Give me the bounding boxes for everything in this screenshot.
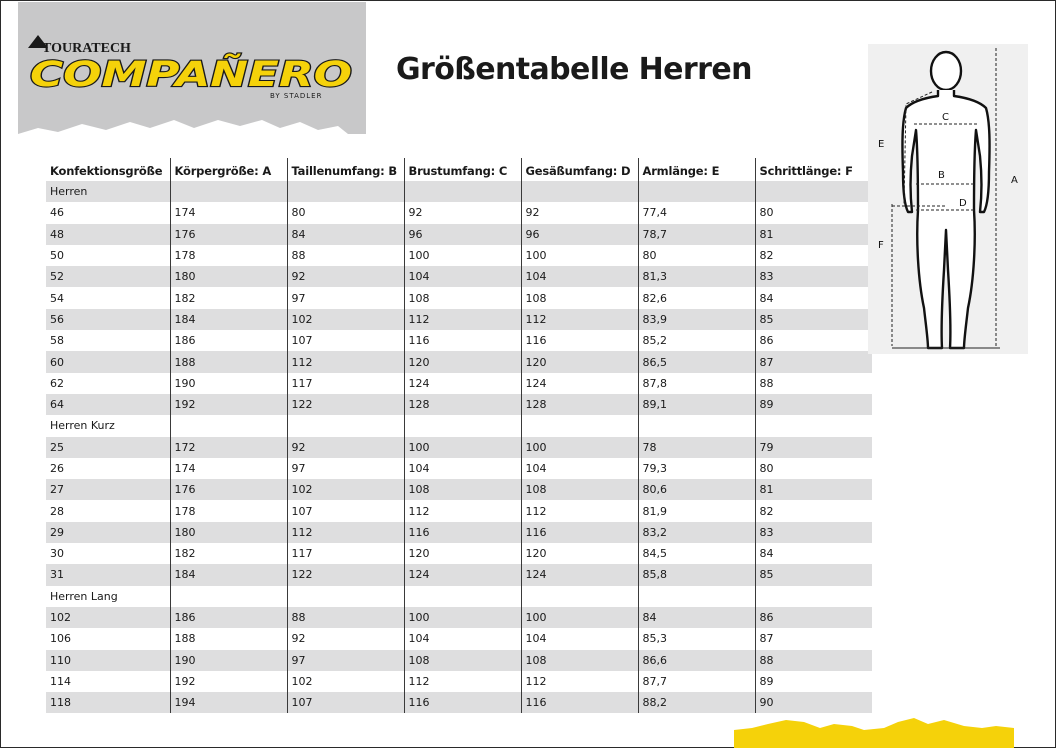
empty-cell [755,181,872,202]
table-cell: 88 [287,245,404,266]
brand-product: COMPAÑERO [30,55,280,95]
table-row [46,394,872,415]
table-cell: 178 [170,500,287,521]
table-cell: 176 [170,224,287,245]
group-label: Herren Lang [50,589,118,603]
table-cell: 50 [50,249,64,263]
brand-company: TOURATECH [42,41,131,56]
table-cell: 102 [287,479,404,500]
table-cell: 128 [521,394,638,415]
table-cell: 182 [170,543,287,564]
table-row [46,287,872,308]
table-cell: 97 [287,650,404,671]
table-cell: 56 [46,309,170,330]
empty-cell [170,181,287,202]
table-cell: 83,9 [638,309,755,330]
table-cell: 124 [521,373,638,394]
table-cell: 178 [170,245,287,266]
table-row [46,628,872,649]
table-cell: 100 [404,245,521,266]
brand-logo [18,2,366,142]
table-cell: 122 [287,394,404,415]
table-row [46,607,872,628]
table-cell: 81 [755,479,872,500]
table-cell: 80,6 [638,479,755,500]
label-f: F [878,240,884,251]
table-cell: 58 [50,334,64,348]
table-cell: 174 [170,202,287,223]
table-cell: 186 [170,607,287,628]
table-cell: 83 [755,522,872,543]
table-cell: 80 [638,245,755,266]
table-cell: 112 [521,309,638,330]
table-cell: 100 [521,245,638,266]
label-e: E [878,139,885,150]
table-cell: 102 [287,671,404,692]
table-row [46,224,872,245]
table-cell: 110 [46,650,170,671]
table-cell: 112 [404,500,521,521]
table-cell: 80 [755,458,872,479]
table-cell: 90 [755,692,872,713]
empty-cell [638,586,755,607]
table-cell: 92 [287,266,404,287]
table-cell: 190 [170,373,287,394]
table-cell: 30 [50,547,64,561]
table-cell: 102 [287,309,404,330]
empty-cell [404,181,521,202]
table-cell: 62 [50,376,64,390]
table-cell: 112 [404,671,521,692]
table-cell: 84 [755,287,872,308]
table-cell: 79 [755,437,872,458]
table-cell: 52 [46,266,170,287]
table-cell: 86 [755,330,872,351]
table-cell: 89 [755,671,872,692]
table-cell: 100 [404,437,521,458]
empty-cell [287,181,404,202]
table-cell: 85,2 [638,330,755,351]
label-d: D [959,198,967,209]
table-cell: 88 [755,373,872,394]
table-cell: 120 [404,543,521,564]
empty-cell [521,181,638,202]
group-label: Herren Kurz [50,419,115,433]
empty-cell [404,586,521,607]
table-cell: 92 [521,202,638,223]
table-row [46,330,872,351]
table-cell: 108 [404,287,521,308]
table-cell: 86,5 [638,351,755,372]
table-cell: 64 [46,394,170,415]
header-cell: Taillenumfang: B [287,158,404,181]
table-cell: 89 [755,394,872,415]
table-cell: 190 [170,650,287,671]
table-cell: 112 [287,522,404,543]
decorative-yellow-band [734,714,1014,748]
table-cell: 85 [755,309,872,330]
table-cell: 116 [521,330,638,351]
table-cell: 180 [170,266,287,287]
table-cell: 83,2 [638,522,755,543]
table-cell: 104 [521,458,638,479]
table-cell: 184 [170,309,287,330]
table-cell: 108 [521,479,638,500]
table-cell: 182 [170,287,287,308]
table-row [46,522,872,543]
table-cell: 92 [404,202,521,223]
table-cell: 118 [46,692,170,713]
table-cell: 100 [521,607,638,628]
table-cell: 108 [404,650,521,671]
table-cell: 26 [50,462,64,475]
table-cell: 117 [287,543,404,564]
table-cell: 117 [287,373,404,394]
table-cell: 104 [521,628,638,649]
group-row [46,586,872,607]
table-cell: 106 [50,632,71,646]
table-cell: 112 [521,500,638,521]
table-cell: 107 [287,500,404,521]
table-row [46,351,872,372]
table-cell: 124 [404,564,521,585]
table-cell: 87 [755,628,872,649]
table-cell: 194 [170,692,287,713]
table-cell: 174 [170,458,287,479]
table-cell: 122 [287,564,404,585]
table-cell: 120 [521,351,638,372]
empty-cell [521,586,638,607]
table-row [46,245,872,266]
table-cell: 77,4 [638,202,755,223]
table-cell: 100 [404,607,521,628]
empty-cell [404,415,521,436]
header-row [46,158,872,181]
table-cell: 84 [755,543,872,564]
table-cell: 107 [287,330,404,351]
table-row [46,692,872,713]
table-cell: 88 [755,650,872,671]
table-cell: 104 [404,628,521,649]
empty-cell [638,415,755,436]
table-cell: 86 [755,607,872,628]
table-cell: 112 [287,351,404,372]
table-row [46,373,872,394]
table-cell: 80 [287,202,404,223]
table-cell: 107 [287,692,404,713]
table-cell: 112 [404,309,521,330]
table-cell: 104 [521,266,638,287]
table-cell: 86,6 [638,650,755,671]
table-cell: 108 [404,479,521,500]
table-cell: 88 [287,607,404,628]
empty-cell [521,415,638,436]
header-cell: Körpergröße: A [170,158,287,181]
header-cell: Gesäßumfang: D [521,158,638,181]
table-cell: 116 [404,522,521,543]
table-cell: 120 [521,543,638,564]
table-cell: 184 [170,564,287,585]
table-cell: 192 [170,394,287,415]
table-row [46,650,872,671]
table-cell: 102 [46,607,170,628]
brand-tagline: BY STADLER [270,92,323,100]
empty-cell [638,181,755,202]
table-cell: 87,7 [638,671,755,692]
table-cell: 80 [755,202,872,223]
table-cell: 108 [521,650,638,671]
table-cell: 116 [404,330,521,351]
table-row [46,309,872,330]
table-cell: 79,3 [638,458,755,479]
table-cell: 104 [404,458,521,479]
table-cell: 28 [50,504,64,518]
table-cell: 84 [638,607,755,628]
group-row [46,415,872,436]
table-cell: 188 [170,628,287,649]
table-cell: 97 [287,287,404,308]
table-row [46,479,872,500]
table-cell: 54 [50,291,64,305]
empty-cell [755,415,872,436]
table-cell: 60 [46,351,170,372]
table-cell: 172 [170,437,287,458]
table-cell: 29 [46,522,170,543]
group-label: Herren [46,181,170,202]
table-row [46,671,872,692]
table-cell: 83 [755,266,872,287]
table-cell: 78,7 [638,224,755,245]
table-cell: 128 [404,394,521,415]
table-row [46,564,872,585]
table-cell: 116 [521,692,638,713]
table-cell: 82 [755,245,872,266]
table-cell: 176 [170,479,287,500]
table-cell: 31 [46,564,170,585]
table-row [46,202,872,223]
table-cell: 87,8 [638,373,755,394]
table-row [46,266,872,287]
table-cell: 46 [50,206,64,220]
table-cell: 96 [521,224,638,245]
table-cell: 84 [287,224,404,245]
table-cell: 192 [170,671,287,692]
header-cell: Brustumfang: C [404,158,521,181]
header-cell: Konfektionsgröße [50,164,163,178]
table-row [46,543,872,564]
figure-head [931,52,961,90]
table-cell: 100 [521,437,638,458]
empty-cell [170,415,287,436]
table-cell: 104 [404,266,521,287]
table-cell: 84,5 [638,543,755,564]
table-cell: 116 [404,692,521,713]
table-cell: 81 [755,224,872,245]
body-measurement-diagram [868,44,1028,354]
table-cell: 120 [404,351,521,372]
table-cell: 124 [521,564,638,585]
group-row [46,181,872,202]
table-body [46,181,872,713]
table-cell: 85,3 [638,628,755,649]
table-cell: 88,2 [638,692,755,713]
table-cell: 108 [521,287,638,308]
table-cell: 82,6 [638,287,755,308]
table-cell: 124 [404,373,521,394]
table-cell: 89,1 [638,394,755,415]
header-cell: Armlänge: E [638,158,755,181]
table-row [46,500,872,521]
table-cell: 81,3 [638,266,755,287]
table-cell: 85 [755,564,872,585]
table-cell: 85,8 [638,564,755,585]
table-cell: 97 [287,458,404,479]
size-table [46,158,872,713]
table-cell: 116 [521,522,638,543]
table-cell: 112 [521,671,638,692]
label-a: A [1011,175,1018,186]
label-c: C [942,112,949,123]
table-cell: 82 [755,500,872,521]
table-cell: 96 [404,224,521,245]
table-row [46,458,872,479]
table-cell: 87 [755,351,872,372]
empty-cell [170,586,287,607]
table-cell: 180 [170,522,287,543]
empty-cell [755,586,872,607]
header-cell: Schrittlänge: F [755,158,872,181]
table-cell: 92 [287,628,404,649]
table-cell: 25 [46,437,170,458]
table-cell: 78 [638,437,755,458]
table-cell: 92 [287,437,404,458]
table-cell: 81,9 [638,500,755,521]
table-cell: 48 [46,224,170,245]
table-row [46,437,872,458]
table-cell: 27 [46,479,170,500]
empty-cell [287,415,404,436]
page-title: Größentabelle Herren [396,52,752,87]
label-b: B [938,170,945,181]
table-cell: 186 [170,330,287,351]
table-cell: 188 [170,351,287,372]
empty-cell [287,586,404,607]
table-cell: 114 [50,674,71,688]
